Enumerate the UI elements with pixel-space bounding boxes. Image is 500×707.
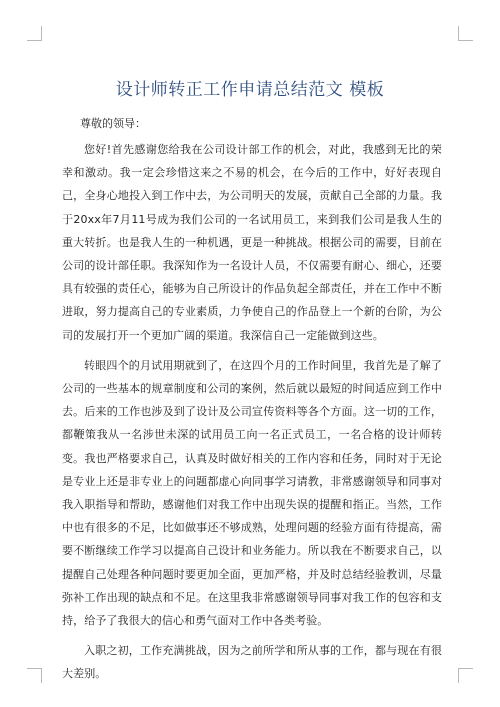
document-title: 设计师转正工作申请总结范文 模板 (115, 80, 385, 101)
paragraph-3: 入职之初，工作充满挑战，因为之前所学和所从事的工作，都与现在有很大差别。 (62, 644, 442, 681)
salutation: 尊敬的领导： (80, 117, 146, 130)
crop-mark-bottom-left (27, 668, 42, 683)
crop-mark-top-left (27, 26, 42, 41)
paragraph-2: 转眼四个的月试用期就到了，在这四个月的工作时间里，我首先是了解了公司的一些基本的规章制度和公司的案例，然后就以最短的时间适应到工作中去。后来的工作也涉及到了设计及公司宣传资料等各个方面。这一切的工作，都鞭策我从一名涉世未深的试用员工向一名正式员工，一名合格的设计师转变。我也严格要求自己，认真及时做好相关的工作内容和任务，同时对于无论是专业上还是非专业上的问题都虚心向同事学习请教，非常感谢领导和同事对我入职指导和帮助，感谢他们对我工作中出现失误的提醒和指正。当然，工作中也有很多的不足，比如做事还不够成熟，处理问题的经验方面有待提高，需要不断继续工作学习以提高自己设计和业务能力。所以我在不断要求自己，以提醒自己处理各种问题时要更加全面，更加严格，并及时总结经验教训，尽量弥补工作出现的缺点和不足。在这里我非常感谢领导同事对我工作的包容和支持，给予了我很大的信心和勇气面对工作中各类考验。 (62, 358, 442, 628)
paragraph-1: 您好!首先感谢您给我在公司设计部工作的机会，对此，我感到无比的荣幸和激动。我一定会珍惜这来之不易的机会，在今后的工作中，好好表现自己，全身心地投入到工作中去，为公司明天的发展，贡献自己全部的力量。我于20xx年7月11号成为我们公司的一名试用员工，来到我们公司是我人生的重大转折。也是我人生的一种机遇，更是一种挑战。根据公司的需要，目前在公司的设计部任职。我深知作为一名设计人员，不仅需要有耐心、细心，还要具有较强的责任心，能够为自己所设计的作品负起全部责任，并在工作中不断进取，努力提高自己的专业素质，力争使自己的作品登上一个新的台阶，为公司的发展打开一个更加广阔的渠道。我深信自己一定能做到这些。 (62, 143, 442, 342)
crop-mark-top-right (458, 26, 473, 41)
document-body (62, 116, 442, 693)
crop-mark-bottom-right (458, 668, 473, 683)
